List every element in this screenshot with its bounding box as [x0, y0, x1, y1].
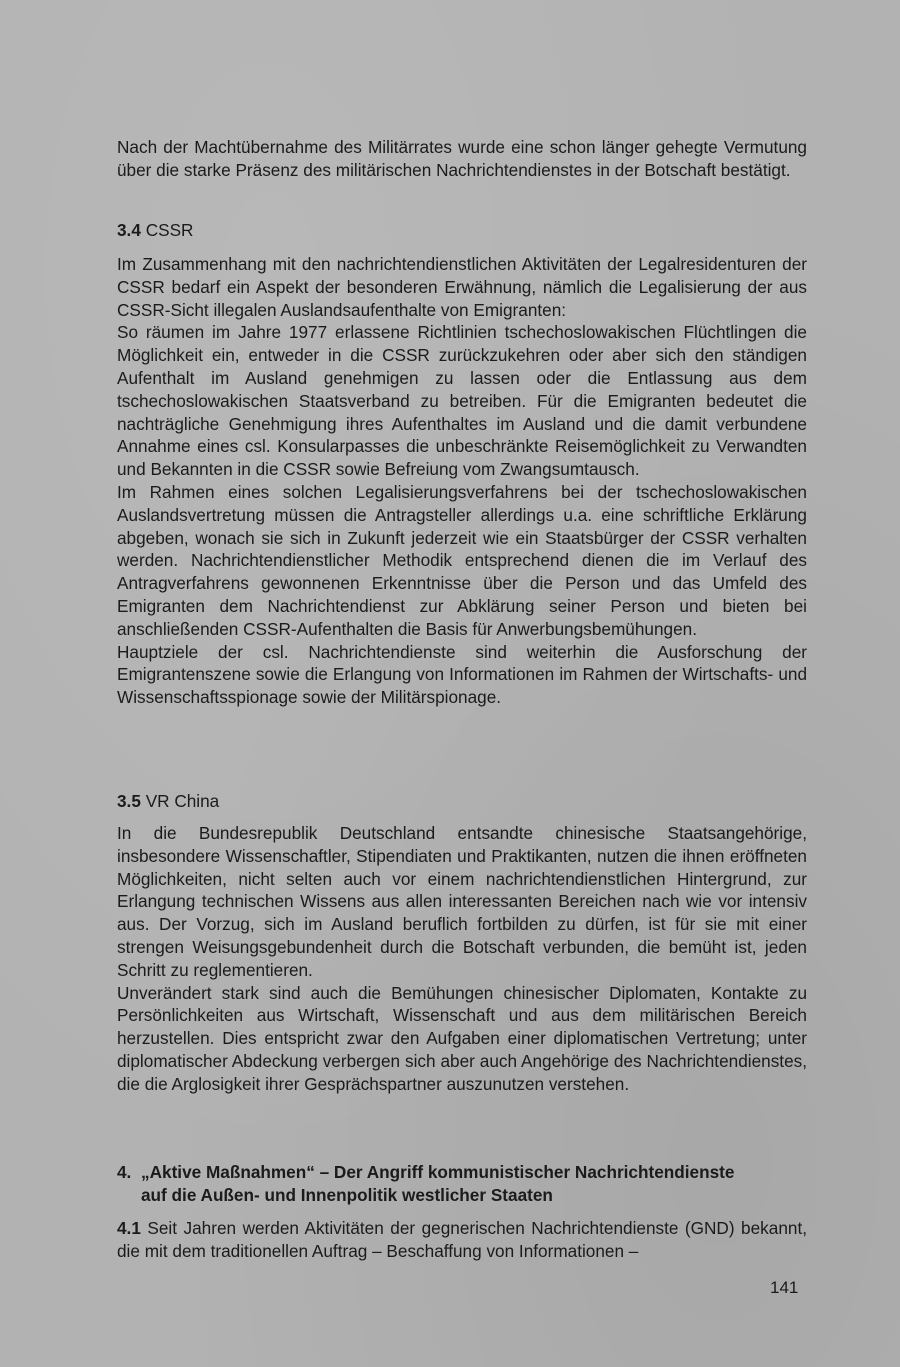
section-title-line-2: auf die Außen- und Innenpolitik westlicher Staaten [141, 1184, 553, 1205]
section-number: 3.5 [117, 791, 141, 811]
paragraph-text: Im Rahmen eines solchen Legalisierungsverfahrens bei der tschechoslowakischen Auslandsvertretung müssen die Antragsteller allerdings u.a. eine schriftliche Erklärung abgeben, wonach sie sich in Zukunft jederzeit wie ein Staatsbürger der CSSR verhalten werden. Nachrichtendienstlicher Methodik entsprechend dienen die im Verlauf des Antragverfahrens gewonnenen Erkenntnisse über die Person und das Umfeld des Emigranten dem Nachrichtendienst zur Abklärung seiner Person und bieten bei anschließenden CSSR-Aufenthalten die Basis für Anwerbungsbemühungen. [117, 481, 807, 639]
paragraph-text: In die Bundesrepublik Deutschland entsandte chinesische Staatsangehörige, insbesondere Wissenschaftler, Stipendiaten und Praktikanten, nutzen die ihnen eröffneten Möglichkeiten, nicht selten auch vor einem nachrichtendienstlichen Hintergrund, zur Erlangung technischen Wissens aus allen interessanten Bereichen nach wie vor intensiv aus. Der Vorzug, sich im Ausland beruflich fortbilden zu dürfen, ist für sie mit einer strengen Weisungsgebundenheit durch die Botschaft verbunden, die bemüht ist, jeden Schritt zu reglementieren. [117, 823, 807, 980]
section-body-3-4 [117, 253, 807, 709]
section-heading-3-4 [117, 219, 807, 242]
section-number: 3.4 [117, 220, 141, 240]
section-title-line-1: „Aktive Maßnahmen“ – Der Angriff kommunistischer Nachrichtendienste [141, 1162, 735, 1182]
paragraph-text: Hauptziele der csl. Nachrichtendienste sind weiterhin die Ausforschung der Emigrantenszene sowie die Erlangung von Informationen im Rahmen der Wirtschafts- und Wissenschaftsspionage sowie der Militärspionage. [117, 641, 807, 708]
section-number: 4.1 [117, 1218, 141, 1238]
section-body-3-5 [117, 822, 807, 1096]
paragraph-text: Nach der Machtübernahme des Militärrates wurde eine schon länger gehegte Vermutung über die starke Präsenz des militärischen Nachrichtendienstes in der Botschaft bestätigt. [117, 137, 807, 180]
section-title: CSSR [145, 220, 194, 240]
section-title: VR China [145, 791, 220, 811]
paragraph-text [117, 1217, 807, 1263]
section-heading-3-5 [117, 790, 807, 813]
paragraph-body: Seit Jahren werden Aktivitäten der gegnerischen Nachrichtendienste (GND) bekannt, die mit dem traditionellen Auftrag – Beschaffung von Informationen – [117, 1218, 807, 1261]
paragraph-text: Unverändert stark sind auch die Bemühungen chinesischer Diplomaten, Kontakte zu Persönlichkeiten aus Wirtschaft, Wissenschaft und aus dem militärischen Bereich herzustellen. Dies entspricht zwar den Aufgaben einer diplomatischen Vertretung; unter diplomatischer Abdeckung verbergen sich aber auch Angehörige des Nachrichtendienstes, die die Arglosigkeit ihrer Gesprächspartner auszunutzen verstehen. [117, 982, 807, 1094]
section-body-4-1 [117, 1217, 807, 1263]
paragraph-text: Im Zusammenhang mit den nachrichtendienstlichen Aktivitäten der Legalresidenturen der CSSR bedarf ein Aspekt der besonderen Erwähnung, nämlich die Legalisierung der aus CSSR-Sicht illegalen Auslandsaufenthalte von Emigranten: [117, 254, 807, 320]
section-heading-4 [117, 1161, 807, 1207]
intro-paragraph [117, 136, 807, 182]
page-number: 141 [770, 1278, 799, 1297]
section-number: 4. [117, 1162, 132, 1182]
paragraph-text: So räumen im Jahre 1977 erlassene Richtlinien tschechoslowakischen Flüchtlingen die Möglichkeit ein, entweder in die CSSR zurückzukehren oder aber sich den ständigen Aufenthalt im Ausland genehmigen zu lassen oder die Entlassung aus dem tschechoslowakischen Staatsverband zu betreiben. Für die Emigranten bedeutet die nachträgliche Genehmigung ihres Aufenthaltes im Ausland und die damit verbundene Annahme eines csl. Konsularpasses die unbeschränkte Reisemöglichkeit zu Verwandten und Bekannten in die CSSR sowie Befreiung vom Zwangsumtausch. [117, 322, 807, 480]
